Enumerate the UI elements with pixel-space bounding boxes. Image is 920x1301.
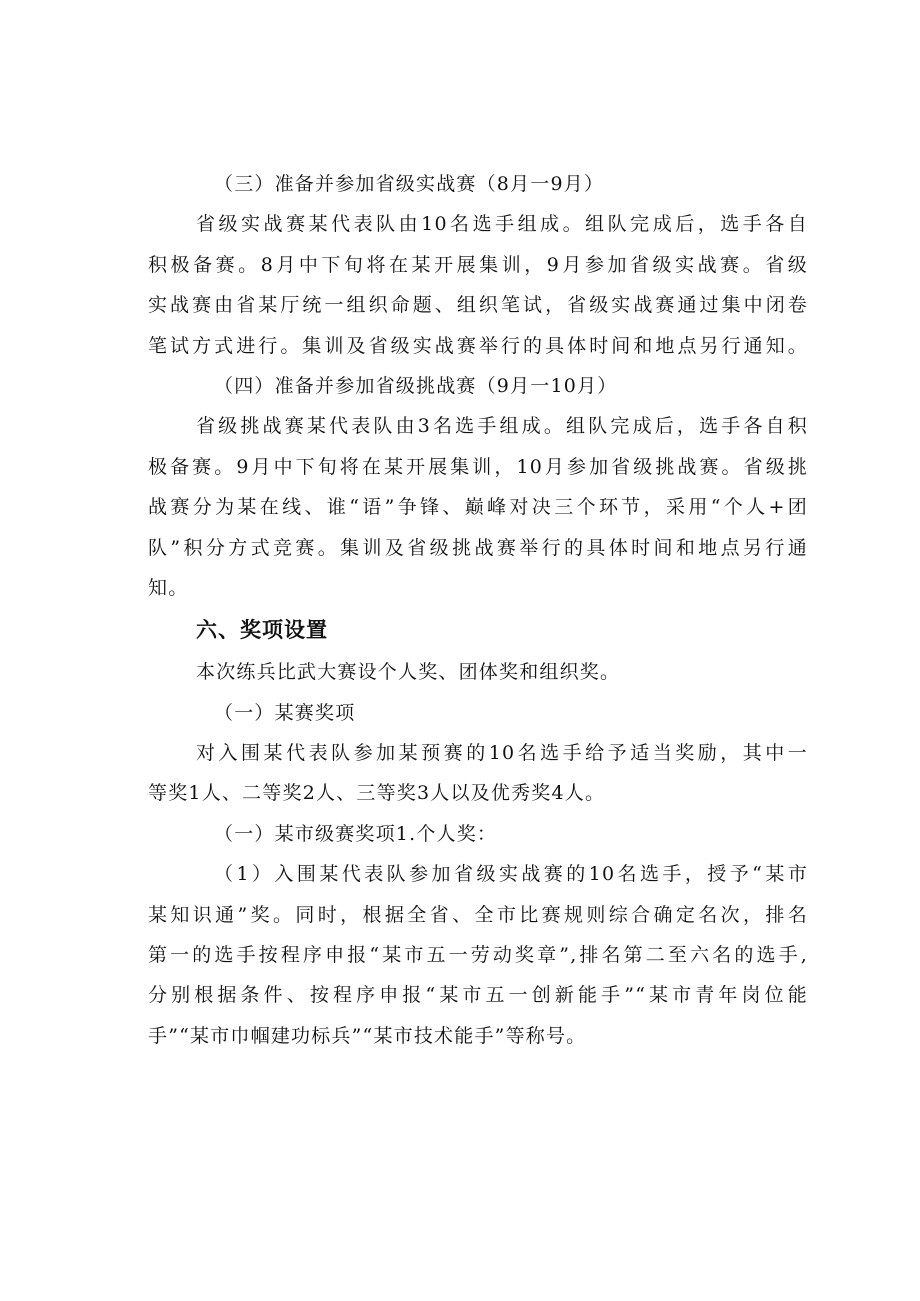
paragraph-line: 第一的选手按程序申报“某市五一劳动奖章”,排名第二至六名的选手, (148, 944, 808, 967)
section-title-3: （三）准备并参加省级实战赛（8月一9月） (214, 173, 605, 195)
paragraph-line: 实战赛由省某厅统一组织命题、组织笔试，省级实战赛通过集中闭卷 (148, 294, 808, 317)
paragraph-line: 本次练兵比武大赛设个人奖、团体奖和组织奖。 (196, 661, 621, 684)
paragraph-line: 某知识通”奖。同时，根据全省、全市比赛规则综合确定名次，排名 (148, 903, 808, 926)
paragraph-line: 手”“某市巾帼建功标兵”“某市技术能手”等称号。 (148, 1024, 587, 1047)
paragraph-line: 极备赛。9月中下旬将在某开展集训，10月参加省级挑战赛。省级挑 (148, 455, 808, 478)
subsection-title: （一）某市级赛奖项1.个人奖： (214, 822, 498, 845)
paragraph-line: 省级挑战赛某代表队由3名选手组成。组队完成后，选手各自积 (196, 415, 808, 438)
paragraph-line: 笔试方式进行。集训及省级实战赛举行的具体时间和地点另行通知。 (148, 334, 808, 357)
paragraph-line: 战赛分为某在线、谁“语”争锋、巅峰对决三个环节，采用“个人+团 (148, 496, 808, 519)
section-title-4: （四）准备并参加省级挑战赛（9月一10月） (214, 374, 618, 397)
paragraph-line: 分别根据条件、按程序申报“某市五一创新能手”“某市青年岗位能 (148, 984, 808, 1007)
paragraph-line: 队”积分方式竞赛。集训及省级挑战赛举行的具体时间和地点另行通 (148, 536, 808, 559)
paragraph-line: 对入围某代表队参加某预赛的10名选手给予适当奖励，其中一 (196, 742, 808, 765)
paragraph-line: （1）入围某代表队参加省级实战赛的10名选手，授予“某市 (214, 863, 808, 886)
paragraph-line: 等奖1人、二等奖2人、三等奖3人以及优秀奖4人。 (148, 782, 606, 805)
paragraph-line: 知。 (148, 576, 189, 599)
paragraph-line: 省级实战赛某代表队由10名选手组成。组队完成后，选手各自 (196, 213, 808, 236)
heading-awards: 六、奖项设置 (196, 618, 328, 643)
paragraph-line: 积极备赛。8月中下旬将在某开展集训，9月参加省级实战赛。省级 (148, 253, 808, 276)
subsection-title: （一）某赛奖项 (214, 701, 356, 724)
document-body (148, 164, 808, 1056)
